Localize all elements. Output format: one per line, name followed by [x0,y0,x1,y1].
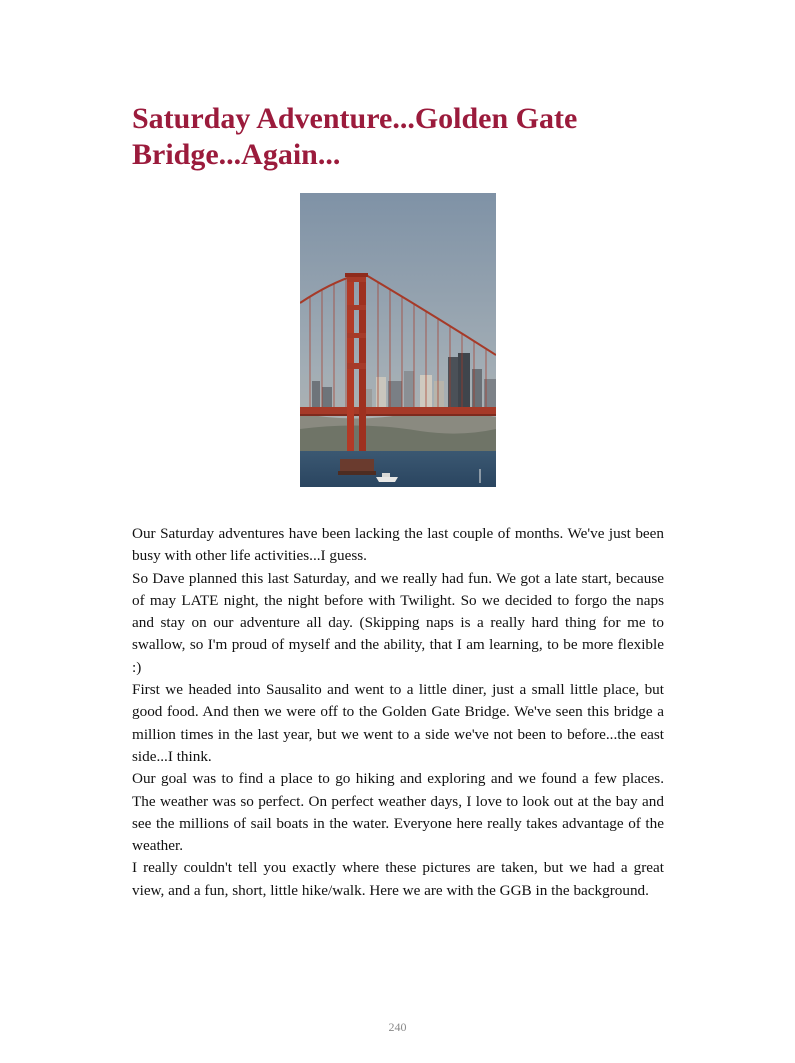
post-paragraph: Our goal was to find a place to go hiking and exploring and we found a few places. The weather was so perfect. On perfect weather days, I love to look out at the bay and see the millions of sail boats in the water. Everyone here really takes advantage of the weather. [132,770,664,855]
page-number: 240 [388,1020,407,1034]
golden-gate-bridge-photo [300,193,496,487]
post-paragraph: Our Saturday adventures have been lacking the last couple of months. We've just been busy with other life activities...I guess. [132,525,664,565]
post-paragraph: So Dave planned this last Saturday, and we really had fun. We got a late start, because of may LATE night, the night before with Twilight. So we decided to forgo the naps and stay on our adventure all day. (Skipping naps is a really hard thing for me to swallow, so I'm proud of myself and the ability, that I am learning, to be more flexible :) [132,569,664,676]
post-paragraph: I really couldn't tell you exactly where these pictures are taken, but we had a great view, and a fun, short, little hike/walk. Here we are with the GGB in the background. [132,859,664,899]
post-paragraph: First we headed into Sausalito and went to a little diner, just a small little place, but good food. And then we were off to the Golden Gate Bridge. We've seen this bridge a million times in the last year, but we went to a side we've not been to before...the east side...I think. [132,681,664,765]
post-title: Saturday Adventure...Golden Gate Bridge...Again... [132,102,578,171]
post-body [132,523,664,902]
